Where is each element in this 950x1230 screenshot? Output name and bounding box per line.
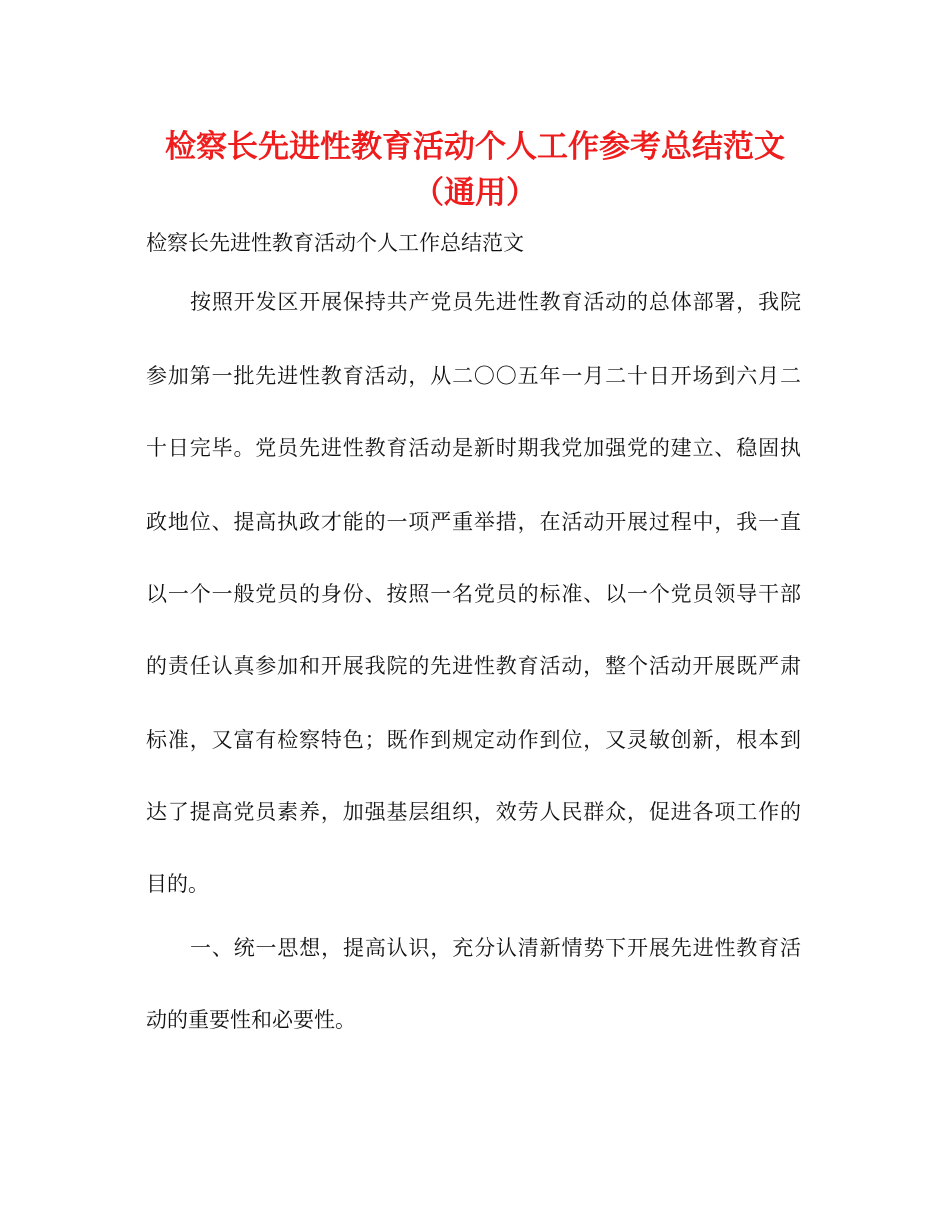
document-subtitle: 检察长先进性教育活动个人工作总结范文 [146,231,524,255]
document-title-line-1: 检察长先进性教育活动个人工作参考总结范文 [165,129,785,165]
paragraph-1-line-8: 达了提高党员素养，加强基层组织，效劳人民群众，促进各项工作的 [146,800,801,824]
paragraph-1-line-1: 按照开发区开展保持共产党员先进性教育活动的总体部署，我院 [190,290,801,314]
paragraph-1-line-9: 目的。 [146,872,209,896]
paragraph-1-line-7: 标准，又富有检察特色；既作到规定动作到位，又灵敏创新，根本到 [146,728,801,752]
paragraph-2-line-2: 动的重要性和必要性。 [146,1008,356,1032]
paragraph-1-line-6: 的责任认真参加和开展我院的先进性教育活动，整个活动开展既严肃 [146,654,801,678]
paragraph-1-line-2: 参加第一批先进性教育活动，从二〇〇五年一月二十日开场到六月二 [146,364,801,388]
paragraph-1-line-5: 以一个一般党员的身份、按照一名党员的标准、以一个党员领导干部 [146,582,801,606]
paragraph-1-line-4: 政地位、提高执政才能的一项严重举措，在活动开展过程中，我一直 [146,510,801,534]
paragraph-1-line-3: 十日完毕。党员先进性教育活动是新时期我党加强党的建立、稳固执 [146,436,801,460]
paragraph-2-line-1: 一、统一思想，提高认识，充分认清新情势下开展先进性教育活 [190,936,801,960]
document-title-line-2: （通用） [413,175,537,211]
